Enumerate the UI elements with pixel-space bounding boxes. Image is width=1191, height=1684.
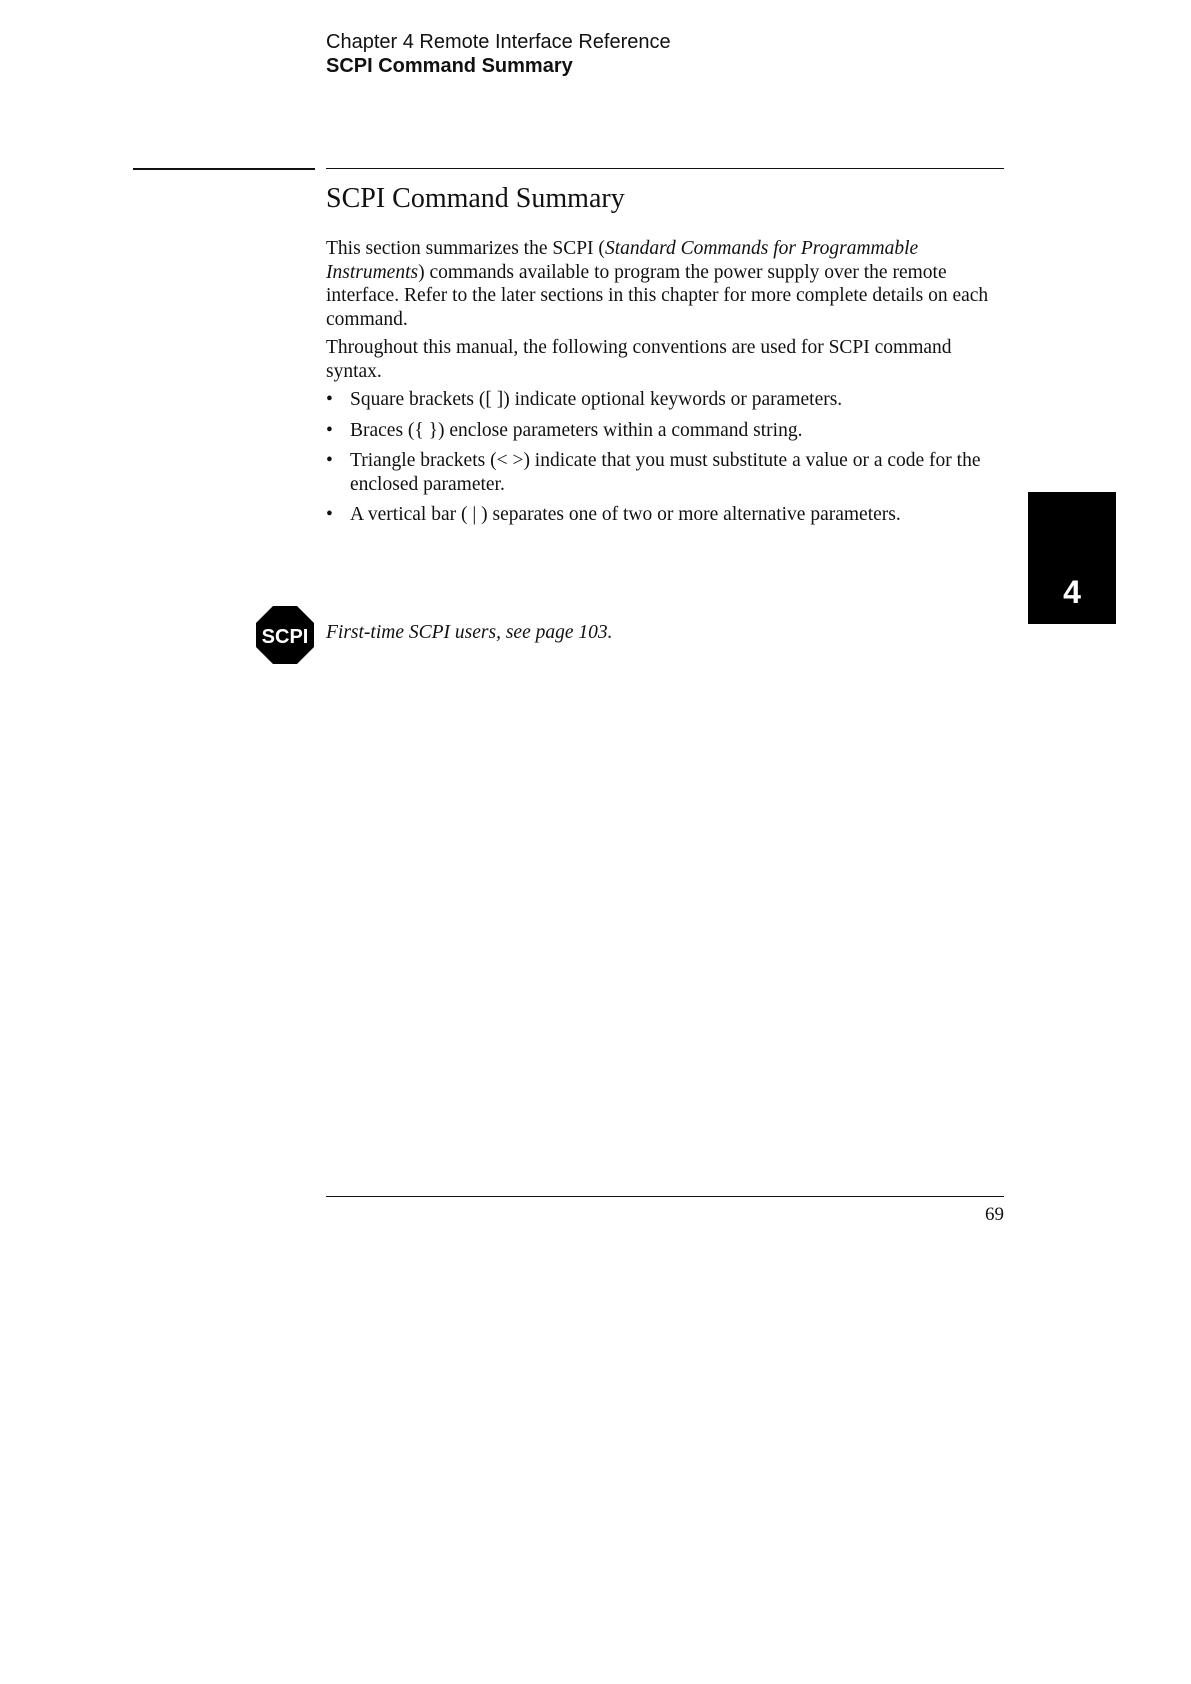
page-number: 69 [985, 1204, 1004, 1225]
bullet-glyph: • [326, 504, 333, 525]
intro-text-start: This section summarizes the SCPI ( [326, 238, 605, 259]
conventions-paragraph: Throughout this manual, the following conventions are used for SCPI command syntax. [326, 337, 952, 382]
list-item [326, 503, 1006, 527]
chapter-thumb-tab [1028, 492, 1116, 624]
footer-rule-divider [326, 1196, 1004, 1197]
bullet-glyph: • [326, 389, 333, 410]
page-title: SCPI Command Summary [326, 183, 625, 214]
bullet-glyph: • [326, 450, 333, 471]
list-item [326, 388, 1006, 412]
section-title: SCPI Command Summary [326, 55, 573, 77]
intro-text-end: ) commands available to program the power supply over the remote interface. Refer to the later sections in this chapter for more complete details on each command. [326, 261, 989, 330]
intro-paragraph [326, 237, 1006, 331]
scpi-icon-label: SCPI [261, 626, 309, 648]
left-rule-divider [133, 168, 315, 170]
scpi-note: First-time SCPI users, see page 103. [326, 622, 613, 643]
running-header [326, 30, 671, 78]
list-item [326, 419, 1006, 443]
scpi-stop-sign-icon [255, 605, 315, 665]
conventions-list [326, 388, 1006, 527]
list-item-text: A vertical bar ( | ) separates one of two or more alternative parameters. [350, 504, 901, 525]
list-item-text: Braces ({ }) enclose parameters within a command string. [350, 419, 803, 441]
top-rule-divider [326, 168, 1004, 169]
body-text [326, 237, 1006, 534]
chapter-title: Chapter 4 Remote Interface Reference [326, 31, 671, 53]
chapter-tab-number: 4 [1063, 574, 1081, 610]
list-item-text: Triangle brackets (< >) indicate that you must substitute a value or a code for the enclosed parameter. [350, 450, 981, 495]
bullet-glyph: • [326, 419, 333, 441]
list-item [326, 449, 1006, 496]
list-item-text: Square brackets ([ ]) indicate optional keywords or parameters. [350, 389, 843, 410]
intro-italic-term: Standard Commands for Programmable Instruments [326, 238, 919, 283]
